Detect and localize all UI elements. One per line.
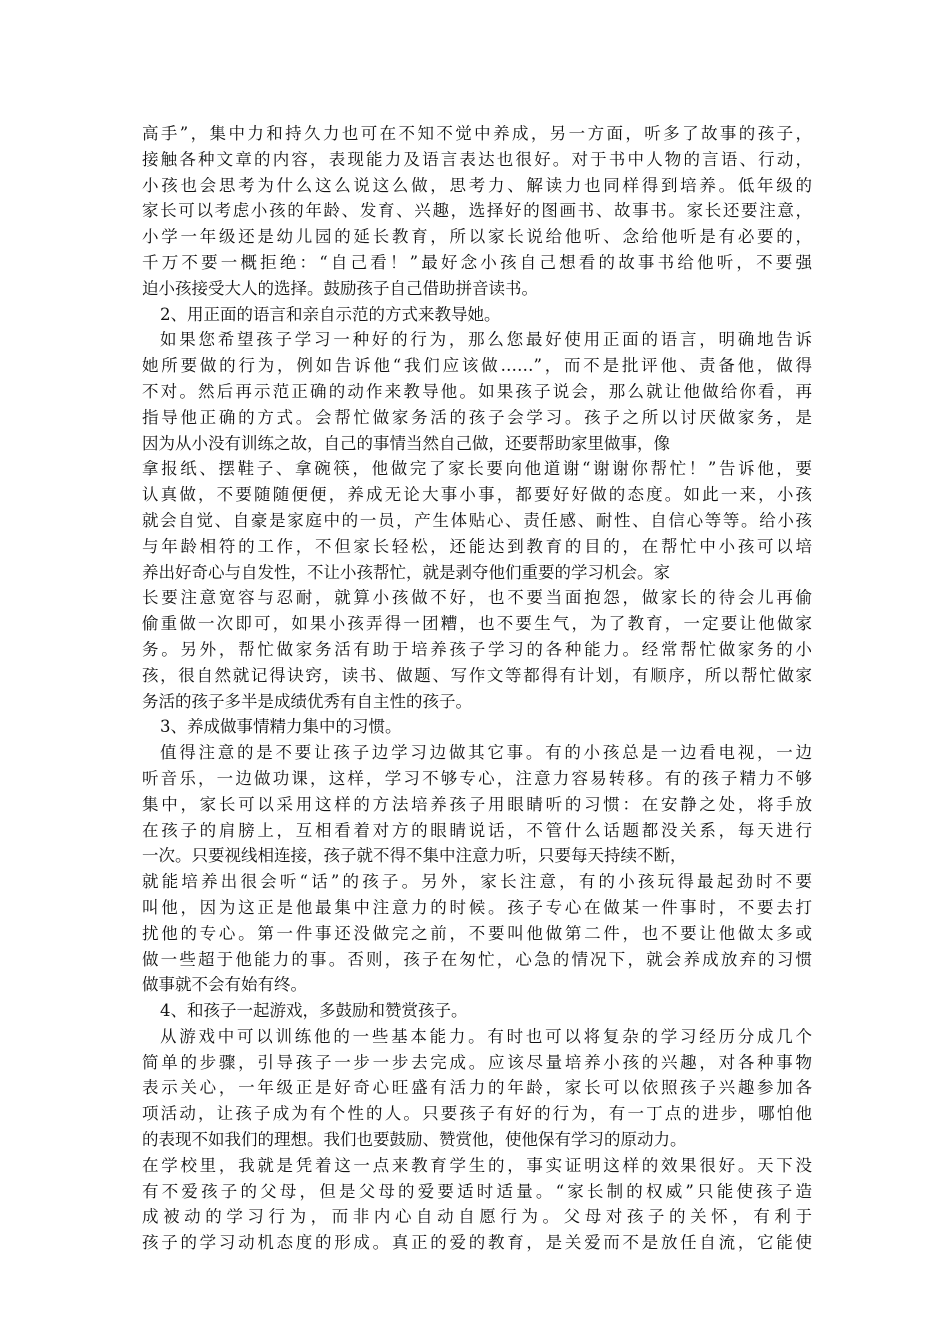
- text-line: 指导他正确的方式。会帮忙做家务活的孩子会学习。孩子之所以讨厌做家务，是: [142, 407, 812, 427]
- text-line: 就能培养出很会听“话”的孩子。另外，家长注意，有的小孩玩得最起劲时不要: [142, 872, 812, 892]
- text-line: 有不爱孩子的父母，但是父母的爱要适时适量。“家长制的权威”只能使孩子造: [142, 1181, 812, 1201]
- text-line: 孩子的学习动机态度的形成。真正的爱的教育，是关爱而不是放任自流，它能使: [142, 1233, 812, 1253]
- text-line: 务活的孩子多半是成绩优秀有自主性的孩子。: [142, 691, 472, 711]
- text-line: 简单的步骤，引导孩子一步一步去完成。应该尽量培养小孩的兴趣，对各种事物: [142, 1052, 812, 1072]
- text-line: 做事就不会有始有终。: [142, 975, 307, 995]
- text-line: 听音乐，一边做功课，这样，学习不够专心，注意力容易转移。有的孩子精力不够: [142, 768, 812, 788]
- text-line: 家长可以考虑小孩的年龄、发育、兴趣，选择好的图画书、故事书。家长还要注意，: [142, 201, 812, 221]
- text-line: 拿报纸、摆鞋子、拿碗筷，他做完了家长要向他道谢“谢谢你帮忙！”告诉他，要: [142, 459, 812, 479]
- text-line: 养出好奇心与自发性，不让小孩帮忙，就是剥夺他们重要的学习机会。家: [142, 562, 670, 582]
- text-line: 小孩也会思考为什么这么说这么做，思考力、解读力也同样得到培养。低年级的: [142, 175, 812, 195]
- text-line: 如果您希望孩子学习一种好的行为，那么您最好使用正面的语言，明确地告诉: [160, 330, 812, 350]
- text-line: 值得注意的是不要让孩子边学习边做其它事。有的小孩总是一边看电视，一边: [160, 743, 812, 763]
- text-line: 千万不要一概拒绝：“自己看！”最好念小孩自己想看的故事书给他听，不要强: [142, 252, 812, 272]
- text-line: 做一些超于他能力的事。否则，孩子在匆忙，心急的情况下，就会养成放弃的习惯: [142, 949, 812, 969]
- text-line: 项活动，让孩子成为有个性的人。只要孩子有好的行为，有一丁点的进步，哪怕他: [142, 1104, 812, 1124]
- text-line: 成被动的学习行为，而非内心自动自愿行为。父母对孩子的关怀，有利于: [142, 1207, 812, 1227]
- text-line: 她所要做的行为，例如告诉他“我们应该做……”，而不是批评他、责备他，做得: [142, 356, 812, 376]
- text-line: 从游戏中可以训练他的一些基本能力。有时也可以将复杂的学习经历分成几个: [160, 1026, 812, 1046]
- text-line: 一次。只要视线相连接，孩子就不得不集中注意力听，只要每天持续不断，: [142, 846, 687, 866]
- text-line: 就会自觉、自豪是家庭中的一员，产生体贴心、责任感、耐性、自信心等等。给小孩: [142, 510, 812, 530]
- text-line: 4、和孩子一起游戏，多鼓励和赞赏孩子。: [160, 1001, 468, 1021]
- text-line: 扰他的专心。第一件事还没做完之前，不要叫他做第二件，也不要让他做太多或: [142, 923, 812, 943]
- text-line: 的表现不如我们的理想。我们也要鼓励、赞赏他，使他保有学习的原动力。: [142, 1130, 687, 1150]
- text-line: 高手”，集中力和持久力也可在不知不觉中养成，另一方面，听多了故事的孩子，: [142, 124, 812, 143]
- text-line: 小学一年级还是幼儿园的延长教育，所以家长说给他听、念给他听是有必要的，: [142, 227, 812, 247]
- document-body: [142, 121, 812, 1256]
- text-line: 不对。然后再示范正确的动作来教导他。如果孩子说会，那么就让他做给你看，再: [142, 381, 812, 401]
- text-line: 偷重做一次即可，如果小孩弄得一团糟，也不要生气，为了教育，一定要让他做家: [142, 614, 812, 634]
- text-line: 长要注意宽容与忍耐，就算小孩做不好，也不要当面抱怨，做家长的待会儿再偷: [142, 588, 812, 608]
- text-line: 迫小孩接受大人的选择。鼓励孩子自己借助拼音读书。: [142, 278, 538, 298]
- text-line: 因为从小没有训练之故，自己的事情当然自己做，还要帮助家里做事，像: [142, 433, 670, 453]
- text-line: 接触各种文章的内容，表现能力及语言表达也很好。对于书中人物的言语、行动，: [142, 149, 812, 169]
- text-line: 在孩子的肩膀上，互相看着对方的眼睛说话，不管什么话题都没关系，每天进行: [142, 820, 812, 840]
- text-line: 认真做，不要随随便便，养成无论大事小事，都要好好做的态度。如此一来，小孩: [142, 485, 812, 505]
- text-line: 与年龄相符的工作，不但家长轻松，还能达到教育的目的，在帮忙中小孩可以培: [142, 536, 812, 556]
- text-line: 表示关心，一年级正是好奇心旺盛有活力的年龄，家长可以依照孩子兴趣参加各: [142, 1078, 812, 1098]
- text-line: 2、用正面的语言和亲自示范的方式来教导她。: [160, 304, 501, 324]
- text-line: 务。另外，帮忙做家务活有助于培养孩子学习的各种能力。经常帮忙做家务的小: [142, 639, 812, 659]
- text-line: 集中，家长可以采用这样的方法培养孩子用眼睛听的习惯：在安静之处，将手放: [142, 794, 812, 814]
- text-line: 叫他，因为这正是他最集中注意力的时候。孩子专心在做某一件事时，不要去打: [142, 897, 812, 917]
- text-line: 孩，很自然就记得诀窍，读书、做题、写作文等都得有计划，有顺序，所以帮忙做家: [142, 665, 812, 685]
- text-line: 在学校里，我就是凭着这一点来教育学生的，事实证明这样的效果很好。天下没: [142, 1155, 812, 1175]
- text-line: 3、养成做事情精力集中的习惯。: [160, 717, 402, 737]
